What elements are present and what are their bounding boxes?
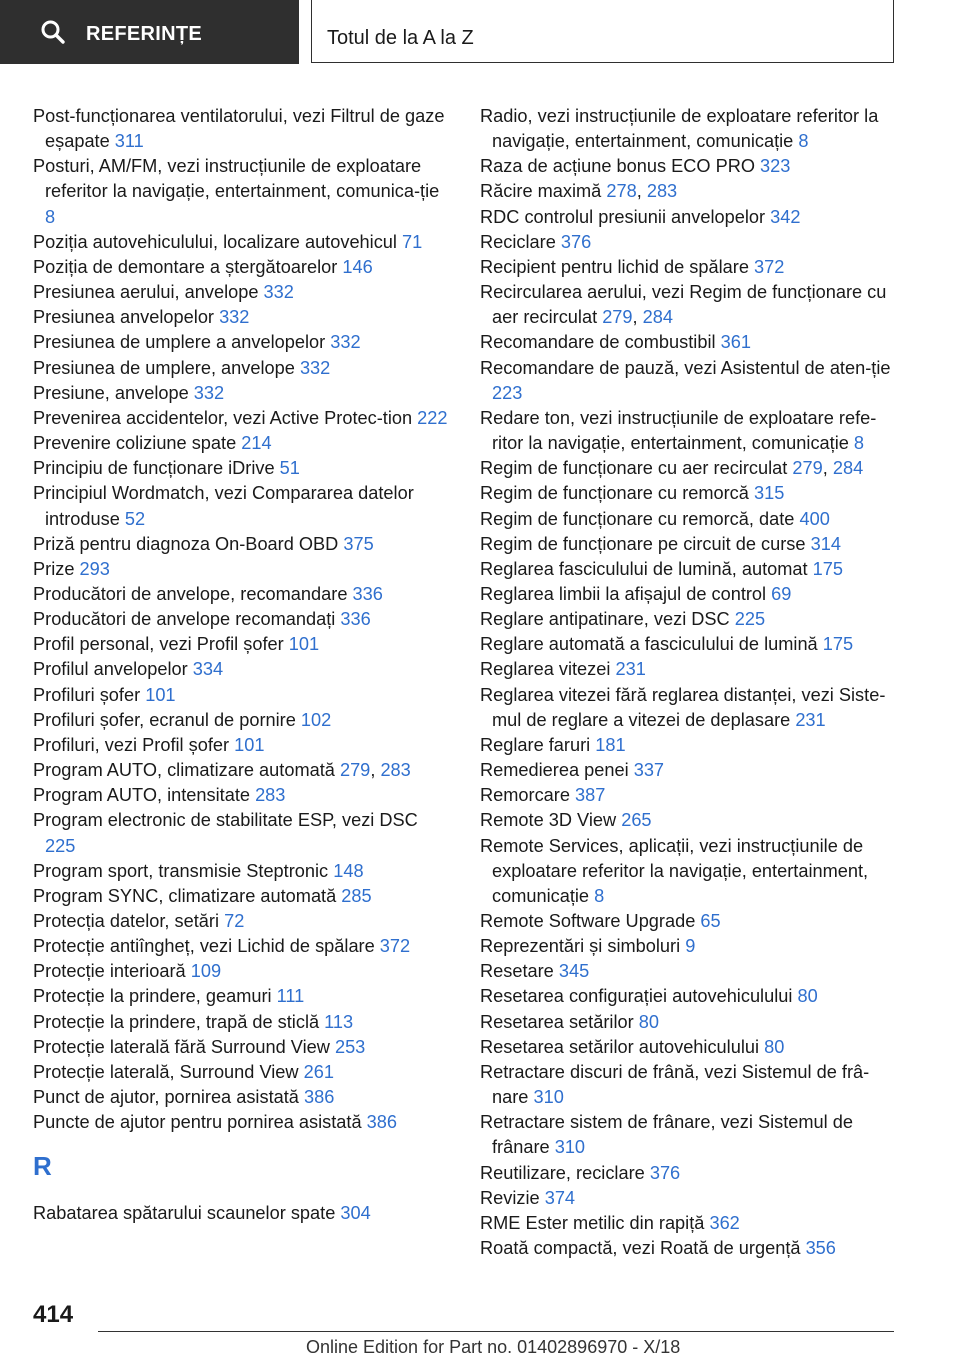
index-term: Punct de ajutor, pornirea asistată	[33, 1087, 299, 1108]
index-entry	[33, 959, 448, 984]
index-entry	[480, 230, 900, 255]
page-link[interactable]: 225	[734, 609, 766, 630]
index-term: Resetarea configurației autovehiculului	[480, 986, 793, 1007]
index-term: Post-funcționarea ventilatorului, vezi Filtrul de gaze eșapate	[33, 106, 445, 152]
page-link[interactable]: 284	[642, 307, 674, 328]
index-term: Recomandare de combustibil	[480, 332, 716, 353]
index-entry	[480, 783, 900, 808]
index-entry	[480, 205, 900, 230]
index-entry	[33, 808, 448, 858]
index-entry	[480, 934, 900, 959]
index-term: Răcire maximă	[480, 181, 602, 202]
index-term: Protecția datelor, setări	[33, 911, 220, 931]
page-link[interactable]: 345	[558, 961, 590, 982]
index-entry	[33, 1010, 448, 1035]
index-term: Reutilizare, reciclare	[480, 1162, 645, 1183]
index-list-right	[480, 104, 900, 1261]
index-term: Reglarea fasciculului de lumină, automat	[480, 558, 808, 579]
index-term: Puncte de ajutor pentru pornirea asistată	[33, 1112, 362, 1133]
index-term: Regim de funcționare cu aer recirculat	[480, 458, 788, 479]
index-term: Protecție la prindere, geamuri	[33, 986, 272, 1007]
index-term: Profiluri șofer, ecranul de pornire	[33, 709, 296, 730]
index-entry	[480, 330, 900, 355]
index-term: Producători de anvelope, recomandare	[33, 583, 348, 604]
index-term: Posturi, AM/FM, vezi instrucțiunile de exploatare referitor la navigație, entertainment, comunica-ție	[33, 156, 440, 202]
index-term: Poziția de demontare a ștergătoarelor	[33, 256, 338, 277]
index-term: Reprezentări și simboluri	[480, 936, 681, 957]
index-term: Redare ton, vezi instrucțiunile de exploatare refe-ritor la navigație, entertainment, comunicație	[480, 407, 877, 454]
index-term: Resetare	[480, 961, 554, 982]
page-link[interactable]: 285	[341, 885, 372, 906]
page-link[interactable]: 323	[760, 156, 791, 177]
index-term: Prize	[33, 558, 75, 579]
page-link[interactable]: 111	[276, 986, 305, 1007]
page-link[interactable]: 101	[145, 684, 176, 705]
page-link[interactable]: 375	[343, 533, 374, 554]
index-term: Presiunea de umplere, anvelope	[33, 357, 295, 378]
page-link[interactable]: 356	[805, 1238, 836, 1259]
index-entry	[33, 557, 448, 582]
index-term: Recircularea aerului, vezi Regim de funcționare cu aer recirculat	[480, 282, 887, 328]
index-term: Reglare faruri	[480, 734, 591, 755]
index-term: Retractare sistem de frânare, vezi Sistemul de frânare	[480, 1112, 853, 1158]
index-entry: Recircularea aerului, vezi Regim de funcționare cu aer recirculat 279, 284	[480, 282, 887, 328]
index-term: Protecție la prindere, trapă de sticlă	[33, 1011, 320, 1032]
page-link[interactable]: 332	[330, 332, 361, 353]
index-term: Prevenirea accidentelor, vezi Active Protec-tion	[33, 407, 413, 428]
index-term: Reglarea vitezei fără reglarea distanței, vezi Siste-mul de reglare a vitezei de deplasare	[480, 684, 886, 730]
index-term: RDC controlul presiunii anvelopelor	[480, 206, 766, 227]
index-term: Reglarea vitezei	[480, 659, 611, 680]
index-term: Reglare automată a fasciculului de lumină	[480, 634, 818, 655]
page-link[interactable]: 386	[366, 1112, 398, 1133]
index-term: Principiul Wordmatch, vezi Compararea datelor introduse	[33, 483, 414, 529]
page-link[interactable]: 261	[303, 1061, 334, 1082]
index-term: Revizie	[480, 1187, 540, 1208]
index-entry	[480, 1211, 900, 1236]
page-link[interactable]: 146	[342, 256, 373, 277]
a-to-z-label: Totul de la A la Z	[327, 27, 474, 49]
page-link[interactable]: 332	[263, 282, 294, 303]
index-entry	[480, 607, 900, 632]
page-link[interactable]: 310	[554, 1137, 586, 1158]
page-link[interactable]: 101	[288, 634, 320, 655]
page-link[interactable]: 175	[822, 634, 854, 655]
page-link[interactable]: 214	[241, 433, 272, 454]
index-term: Presiunea de umplere a anvelopelor	[33, 332, 326, 353]
index-term: Program AUTO, intensitate	[33, 785, 250, 806]
page-link[interactable]: 101	[234, 734, 265, 755]
page-link[interactable]: 51	[279, 458, 300, 479]
page-link[interactable]: 8	[45, 206, 56, 227]
index-entry	[33, 532, 448, 557]
index-term: Protecție interioară	[33, 961, 186, 982]
index-entry	[480, 104, 900, 154]
page-link[interactable]: 231	[615, 659, 646, 680]
index-term: Protecție laterală, Surround View	[33, 1061, 299, 1082]
page-link[interactable]: 283	[380, 760, 411, 781]
index-term: Presiune, anvelope	[33, 382, 189, 403]
index-entry	[33, 230, 448, 255]
page-link[interactable]: 8	[594, 885, 605, 906]
page-link[interactable]: 148	[333, 860, 364, 881]
index-term: Protecție antiîngheț, vezi Lichid de spălare	[33, 936, 375, 957]
index-term: Resetarea setărilor autovehiculului	[480, 1036, 760, 1057]
page-link[interactable]: 332	[299, 357, 331, 378]
index-entry	[480, 1035, 900, 1060]
index-term: Reglare antipatinare, vezi DSC	[480, 609, 730, 630]
index-term: Program AUTO, climatizare automată	[33, 760, 335, 781]
page-link[interactable]: 374	[544, 1187, 576, 1208]
page-link[interactable]: 283	[255, 785, 286, 806]
index-entry	[33, 406, 448, 431]
page-link[interactable]: 113	[324, 1011, 354, 1032]
index-entry	[480, 532, 900, 557]
index-entry	[480, 657, 900, 682]
page-number: 414	[33, 1301, 74, 1328]
index-entry	[33, 859, 448, 884]
page-link[interactable]: 314	[810, 533, 841, 554]
page-link[interactable]: 8	[798, 131, 809, 152]
index-term: Retractare discuri de frână, vezi Sistemul de frâ-nare	[480, 1061, 870, 1108]
index-term: Rabatarea spătarului scaunelor spate	[33, 1203, 336, 1224]
page-link[interactable]: 279	[792, 458, 823, 479]
page-link[interactable]: 65	[700, 911, 721, 931]
index-entry	[33, 431, 448, 456]
index-entry: Program AUTO, climatizare automată 279, 283	[33, 760, 411, 781]
index-entry	[33, 1035, 448, 1060]
page-link[interactable]: 332	[219, 307, 250, 328]
index-entry	[33, 632, 448, 657]
index-entry	[33, 708, 448, 733]
page-link[interactable]: 362	[709, 1212, 740, 1233]
index-entry	[480, 582, 900, 607]
index-term: Resetarea setărilor	[480, 1011, 634, 1032]
index-term: Remedierea penei	[480, 760, 629, 781]
index-entry	[33, 456, 448, 481]
page-link[interactable]: 315	[753, 483, 785, 504]
index-entry	[480, 984, 900, 1009]
index-entry	[480, 1186, 900, 1211]
page-link[interactable]: 334	[192, 659, 224, 680]
index-entry	[33, 582, 448, 607]
page-link[interactable]: 311	[114, 131, 144, 152]
index-entry	[33, 1110, 448, 1135]
page-link[interactable]: 336	[352, 583, 383, 604]
index-term: Regim de funcționare pe circuit de curse	[480, 533, 806, 554]
index-list-left	[33, 104, 448, 1135]
index-entry	[33, 1201, 448, 1226]
index-term: Reciclare	[480, 231, 556, 252]
index-entry	[33, 481, 448, 531]
index-entry	[480, 507, 900, 532]
index-entry: Regim de funcționare cu aer recirculat 279, 284	[480, 458, 864, 479]
page-link[interactable]: 400	[799, 508, 830, 529]
page-link[interactable]: 102	[300, 709, 332, 730]
index-entry	[33, 305, 448, 330]
index-entry	[480, 909, 900, 934]
page-link[interactable]: 284	[832, 458, 864, 479]
page-link[interactable]: 337	[633, 760, 665, 781]
index-term: RME Ester metilic din rapiță	[480, 1212, 705, 1233]
page-link[interactable]: 253	[334, 1036, 366, 1057]
index-entry	[480, 632, 900, 657]
index-entry	[33, 381, 448, 406]
index-entry	[33, 909, 448, 934]
index-term: Remote Software Upgrade	[480, 911, 696, 931]
index-term: Recomandare de pauză, vezi Asistentul de aten-ție	[480, 357, 891, 378]
index-entry	[480, 154, 900, 179]
index-term: Radio, vezi instrucțiunile de exploatare referitor la navigație, entertainment, comunicație	[480, 106, 879, 152]
index-entry	[480, 808, 900, 833]
index-entry	[33, 280, 448, 305]
page-link[interactable]: 372	[754, 256, 785, 277]
page-link[interactable]: 175	[812, 558, 843, 579]
index-term: Profiluri șofer	[33, 684, 141, 705]
index-entry	[33, 1060, 448, 1085]
index-entry	[480, 834, 900, 909]
index-entry	[480, 1161, 900, 1186]
page-link[interactable]: 109	[190, 961, 222, 982]
page-link[interactable]: 304	[340, 1203, 371, 1224]
page-link[interactable]: 310	[533, 1087, 564, 1108]
index-term: Reglarea limbii la afișajul de control	[480, 583, 767, 604]
page-link[interactable]: 361	[720, 332, 751, 353]
page-link[interactable]: 342	[770, 206, 801, 227]
page-header	[0, 0, 960, 66]
index-entry	[480, 733, 900, 758]
index-term: Remote Services, aplicații, vezi instrucțiunile de exploatare referitor la navigație, entertainment, comunicație	[480, 835, 869, 906]
page-link[interactable]: 71	[402, 231, 423, 252]
page-link[interactable]: 231	[795, 709, 826, 730]
index-entry	[480, 255, 900, 280]
index-entry	[480, 1110, 900, 1160]
index-term: Remote 3D View	[480, 810, 617, 831]
a-to-z-tab[interactable]	[311, 0, 894, 63]
index-term: Principiu de funcționare iDrive	[33, 458, 275, 479]
index-term: Prevenire coliziune spate	[33, 433, 237, 454]
page-link[interactable]: 336	[340, 609, 371, 630]
index-entry	[33, 783, 448, 808]
page-link[interactable]: 80	[797, 986, 818, 1007]
index-entry	[480, 1060, 900, 1110]
index-term: Roată compactă, vezi Roată de urgență	[480, 1238, 801, 1259]
index-entry	[33, 984, 448, 1009]
index-term: Protecție laterală fără Surround View	[33, 1036, 330, 1057]
page-link[interactable]: 8	[853, 433, 865, 454]
page-link[interactable]: 80	[638, 1011, 659, 1032]
index-entry	[33, 154, 448, 229]
index-entry	[480, 1236, 900, 1261]
page-link[interactable]: 181	[595, 734, 626, 755]
footer-divider	[98, 1331, 894, 1332]
index-entry	[33, 733, 448, 758]
page-link[interactable]: 332	[193, 382, 225, 403]
index-term: Profil personal, vezi Profil șofer	[33, 634, 284, 655]
page-link[interactable]: 283	[646, 181, 678, 202]
page-link[interactable]: 386	[303, 1087, 335, 1108]
index-entry	[480, 356, 900, 406]
index-entry	[33, 934, 448, 959]
page-link[interactable]: 223	[492, 382, 523, 403]
page-link[interactable]: 225	[45, 835, 76, 856]
index-entry	[33, 255, 448, 280]
index-entry	[480, 959, 900, 984]
index-entry	[480, 1010, 900, 1035]
references-label: REFERINȚE	[86, 23, 203, 45]
page-link[interactable]: 52	[124, 508, 146, 529]
index-term: Recipient pentru lichid de spălare	[480, 256, 749, 277]
page-link[interactable]: 9	[685, 936, 696, 957]
edition-text: Online Edition for Part no. 01402896970 - X/18	[306, 1337, 681, 1357]
index-term: Remorcare	[480, 785, 570, 806]
index-term: Presiunea aerului, anvelope	[33, 282, 259, 303]
page-link[interactable]: 279	[602, 307, 633, 328]
section-letter: R	[33, 1151, 52, 1182]
index-column-right	[480, 104, 900, 1261]
index-term: Raza de acțiune bonus ECO PRO	[480, 156, 755, 177]
index-term: Regim de funcționare cu remorcă	[480, 483, 749, 504]
index-list-left-after	[33, 1201, 448, 1226]
page-link[interactable]: 279	[339, 760, 371, 781]
index-entry	[480, 557, 900, 582]
page-link[interactable]: 72	[224, 911, 245, 931]
index-entry	[480, 481, 900, 506]
index-term: Presiunea anvelopelor	[33, 307, 214, 328]
index-term: Poziția autovehiculului, localizare autovehicul	[33, 231, 397, 252]
index-entry	[33, 683, 448, 708]
index-term: Program SYNC, climatizare automată	[33, 885, 337, 906]
index-term: Producători de anvelope recomandați	[33, 609, 336, 630]
index-entry	[33, 1085, 448, 1110]
index-entry	[480, 406, 900, 456]
page-link[interactable]: 293	[79, 558, 110, 579]
index-term: Profiluri, vezi Profil șofer	[33, 734, 230, 755]
page-link[interactable]: 376	[560, 231, 592, 252]
index-column-left	[33, 104, 448, 1227]
index-term: Program sport, transmisie Steptronic	[33, 860, 329, 881]
search-icon	[40, 19, 66, 45]
index-entry	[33, 330, 448, 355]
references-tab[interactable]	[0, 0, 299, 64]
index-entry	[33, 356, 448, 381]
page-link[interactable]: 387	[575, 785, 606, 806]
index-entry	[33, 657, 448, 682]
page-link[interactable]: 278	[606, 181, 637, 202]
index-term: Priză pentru diagnoza On-Board OBD	[33, 533, 339, 554]
index-entry	[33, 104, 448, 154]
page-link[interactable]: 222	[417, 407, 448, 428]
index-entry	[480, 758, 900, 783]
index-term: Regim de funcționare cu remorcă, date	[480, 508, 795, 529]
page-link[interactable]: 80	[764, 1036, 785, 1057]
page-link[interactable]: 69	[771, 583, 792, 604]
page-link[interactable]: 265	[621, 810, 652, 831]
page-link[interactable]: 372	[379, 936, 411, 957]
page-link[interactable]: 376	[649, 1162, 681, 1183]
index-entry	[480, 683, 900, 733]
index-term: Program electronic de stabilitate ESP, vezi DSC	[33, 810, 418, 831]
index-entry	[33, 607, 448, 632]
index-entry	[33, 884, 448, 909]
index-entry: Răcire maximă 278, 283	[480, 181, 678, 202]
index-term: Profilul anvelopelor	[33, 659, 188, 680]
